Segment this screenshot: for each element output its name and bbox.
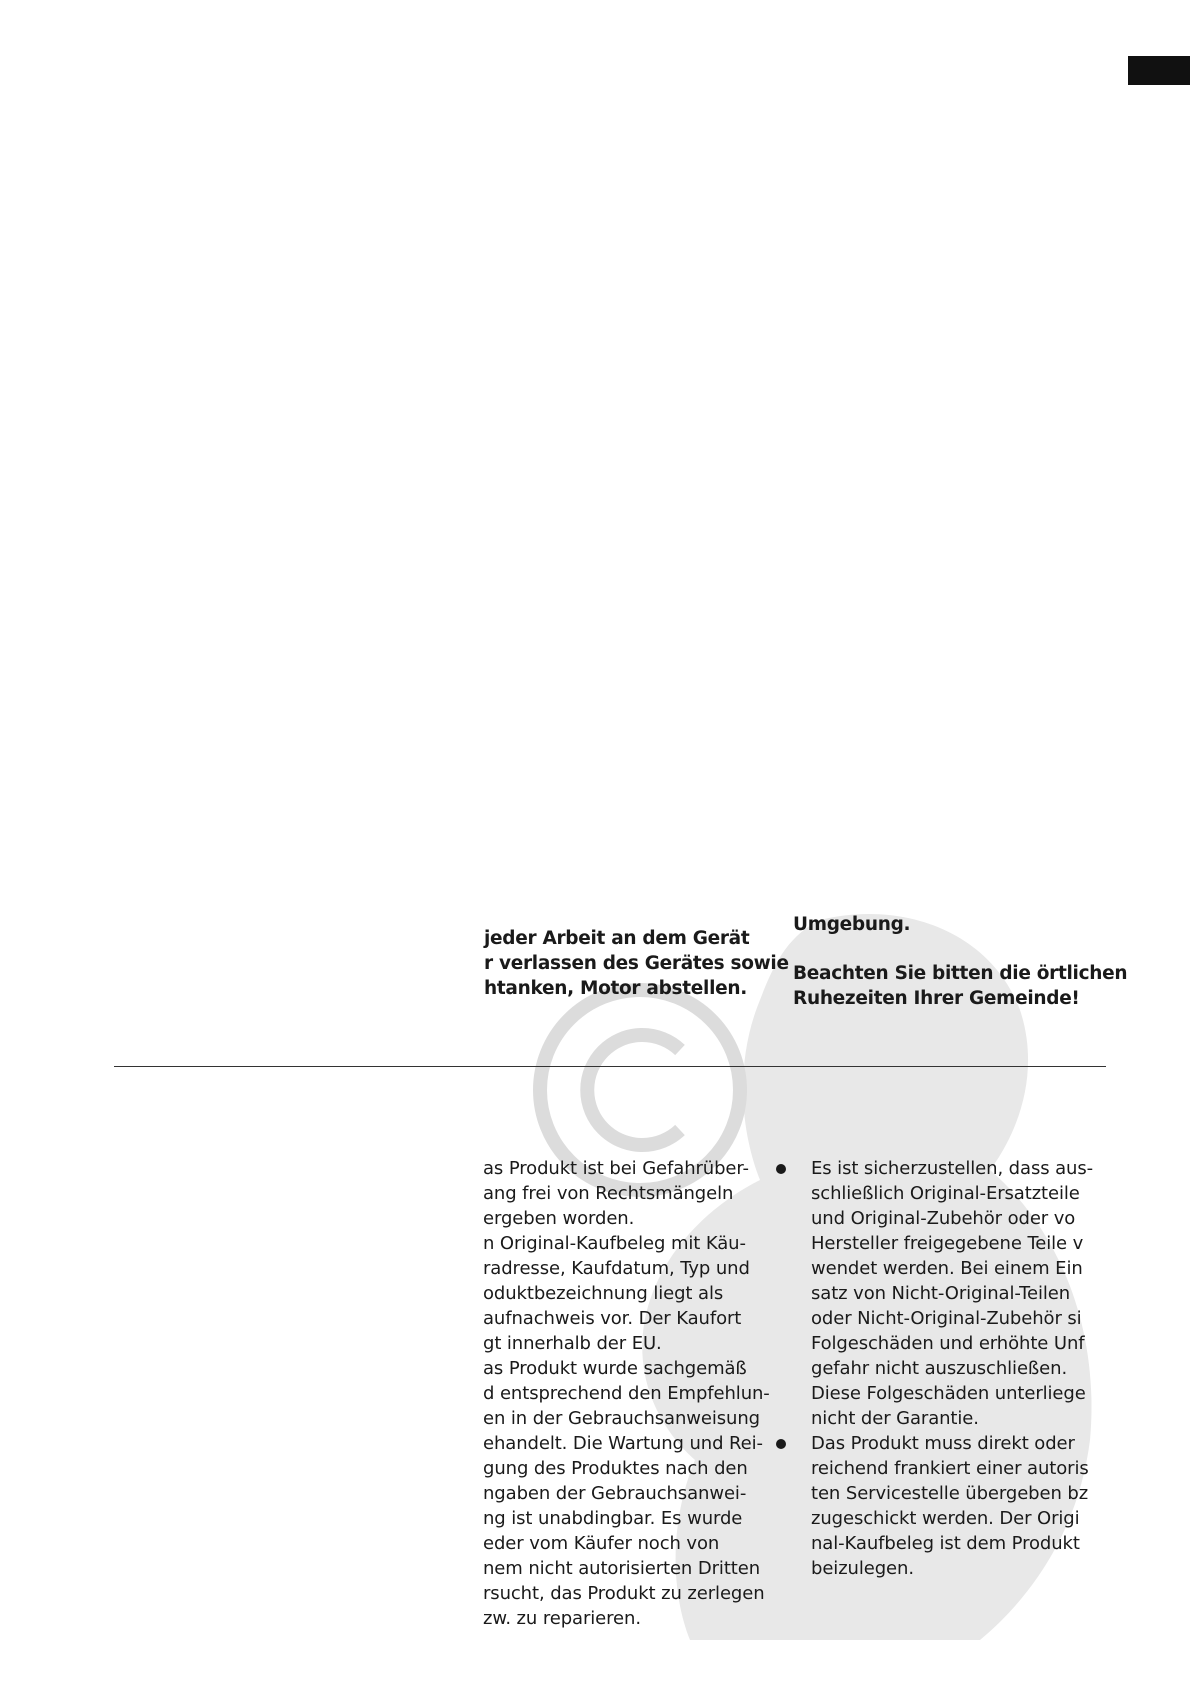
text-line: gung des Produktes nach den (483, 1458, 748, 1479)
safety-line: htanken, Motor abstellen. (484, 978, 747, 999)
text-line: nal-Kaufbeleg ist dem Produkt (811, 1533, 1080, 1554)
text-line: as Produkt ist bei Gefahrüber- (483, 1158, 749, 1179)
text-line: gt innerhalb der EU. (483, 1333, 662, 1354)
text-line: Es ist sicherzustellen, dass aus- (811, 1158, 1094, 1179)
text-line: satz von Nicht-Original-Teilen (811, 1283, 1071, 1304)
text-line: Diese Folgeschäden unterliege (811, 1383, 1086, 1404)
bullet-item-original-parts (793, 1156, 1093, 1431)
text-line: oder Nicht-Original-Zubehör si (811, 1308, 1082, 1329)
text-line: ten Servicestelle übergeben bz (811, 1483, 1089, 1504)
bullet-icon (776, 1439, 786, 1449)
text-line: as Produkt wurde sachgemäß (483, 1358, 747, 1379)
text-line: Folgeschäden und erhöhte Unf (811, 1333, 1085, 1354)
text-line: gefahr nicht auszuschließen. (811, 1358, 1068, 1379)
text-line: schließlich Original-Ersatzteile (811, 1183, 1080, 1204)
text-line: zw. zu reparieren. (483, 1608, 641, 1629)
text-line: ang frei von Rechtsmängeln (483, 1183, 734, 1204)
bullet-icon (776, 1164, 786, 1174)
notice-line: Beachten Sie bitten die örtlichen (793, 963, 1128, 984)
text-line: zugeschickt werden. Der Origi (811, 1508, 1080, 1529)
text-line: ehandelt. Die Wartung und Rei- (483, 1433, 763, 1454)
text-line: oduktbezeichnung liegt als (483, 1283, 724, 1304)
warranty-conditions-right (793, 1156, 1093, 1581)
warranty-conditions-left (483, 1156, 770, 1631)
notice-line: Ruhezeiten Ihrer Gemeinde! (793, 988, 1080, 1009)
safety-notice-right (793, 912, 1127, 1011)
text-line: wendet werden. Bei einem Ein (811, 1258, 1083, 1279)
text-line: reichend frankiert einer autoris (811, 1458, 1089, 1479)
section-divider (114, 1066, 1106, 1067)
text-line: rsucht, das Produkt zu zerlegen (483, 1583, 765, 1604)
safety-notice-left (484, 926, 789, 1001)
text-line: Hersteller freigegebene Teile v (811, 1233, 1084, 1254)
text-line: en in der Gebrauchsanweisung (483, 1408, 760, 1429)
text-line: beizulegen. (811, 1558, 914, 1579)
text-line: nem nicht autorisierten Dritten (483, 1558, 761, 1579)
text-line: nicht der Garantie. (811, 1408, 979, 1429)
text-line: d entsprechend den Empfehlun- (483, 1383, 770, 1404)
text-line: ergeben worden. (483, 1208, 635, 1229)
text-line: und Original-Zubehör oder vo (811, 1208, 1076, 1229)
page-tab-marker (1128, 56, 1190, 85)
text-line: n Original-Kaufbeleg mit Käu- (483, 1233, 746, 1254)
text-line: eder vom Käufer noch von (483, 1533, 720, 1554)
text-line: aufnachweis vor. Der Kaufort (483, 1308, 742, 1329)
text-line: Das Produkt muss direkt oder (811, 1433, 1075, 1454)
safety-line: r verlassen des Gerätes sowie (484, 953, 789, 974)
safety-line: jeder Arbeit an dem Gerät (484, 928, 750, 949)
text-line: radresse, Kaufdatum, Typ und (483, 1258, 750, 1279)
text-line: ngaben der Gebrauchsanwei- (483, 1483, 747, 1504)
bullet-item-service-center (793, 1431, 1093, 1581)
text-line: ng ist unabdingbar. Es wurde (483, 1508, 743, 1529)
notice-line: Umgebung. (793, 914, 911, 935)
